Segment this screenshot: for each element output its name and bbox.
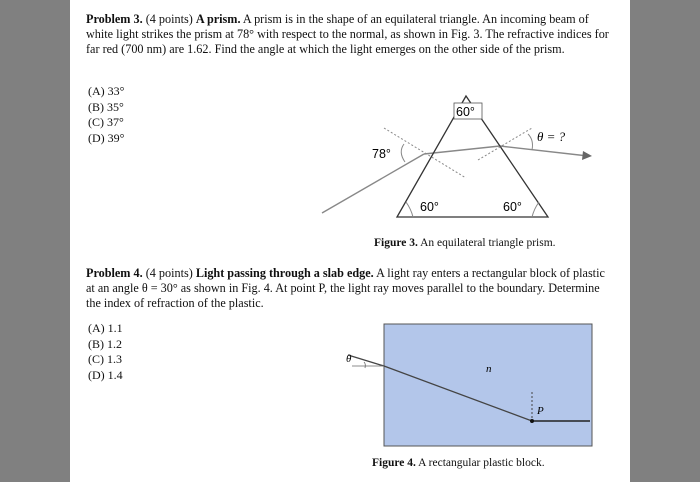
problem-3-choice-c: (C) 37°	[88, 115, 124, 129]
apex-angle-label: 60°	[456, 105, 475, 119]
figure-4-caption	[372, 457, 545, 469]
problem-4-label: Problem 4.	[86, 266, 143, 280]
problem-4-choice-d: (D) 1.4	[88, 367, 123, 382]
problem-4-title: Light passing through a slab edge.	[195, 266, 374, 280]
problem-3-title: A prism.	[195, 12, 241, 26]
problem-4-choice-b: (B) 1.2	[88, 336, 122, 351]
block-index-label: n	[486, 363, 492, 375]
block-entry-angle-arc	[364, 362, 365, 368]
right-base-angle-label: 60°	[503, 200, 522, 214]
figure-4-caption-label: Figure 4.	[372, 457, 416, 469]
problem-3-choice-a: (A) 33°	[88, 84, 125, 98]
figure-4-block-diagram	[70, 0, 630, 482]
problem-4-body: A light ray enters a rectangular block of plastic at an angle θ = 30° as shown in Fig. 4. At point P, the light ray moves parallel to the boundary. Determine the index of refraction of the plastic.	[86, 266, 605, 311]
problem-4-choice-c: (C) 1.3	[88, 352, 122, 366]
incidence-angle-label: 78°	[372, 147, 391, 161]
block-angle-label: θ	[346, 353, 352, 365]
problem-3-points: (4 points)	[145, 12, 193, 26]
problem-3-choice-b: (B) 35°	[88, 99, 124, 114]
plastic-block	[384, 324, 592, 446]
block-incoming-ray	[348, 355, 384, 366]
point-p-label: P	[537, 405, 544, 417]
problem-4-points: (4 points)	[145, 266, 193, 280]
figure-3-caption-text: An equilateral triangle prism.	[420, 237, 556, 249]
document-page	[70, 0, 630, 482]
problem-3-body: A prism is in the shape of an equilateral triangle. An incoming beam of white light strikes the prism at 78° with respect to the normal, as shown in Fig. 3. The refractive indices for far red (700 nm) are 1.62. Find the angle at which the light emerges on the other side of the prism.	[86, 12, 609, 57]
exit-angle-label: θ = ?	[537, 129, 566, 144]
figure-4-caption-text: A rectangular plastic block.	[418, 457, 545, 469]
problem-4-choice-a: (A) 1.1	[88, 321, 123, 335]
point-p-marker	[530, 419, 534, 423]
left-base-angle-label: 60°	[420, 200, 439, 214]
problem-3-label: Problem 3.	[86, 12, 143, 26]
problem-3-choice-d: (D) 39°	[88, 130, 125, 145]
figure-3-caption-label: Figure 3.	[374, 237, 418, 249]
